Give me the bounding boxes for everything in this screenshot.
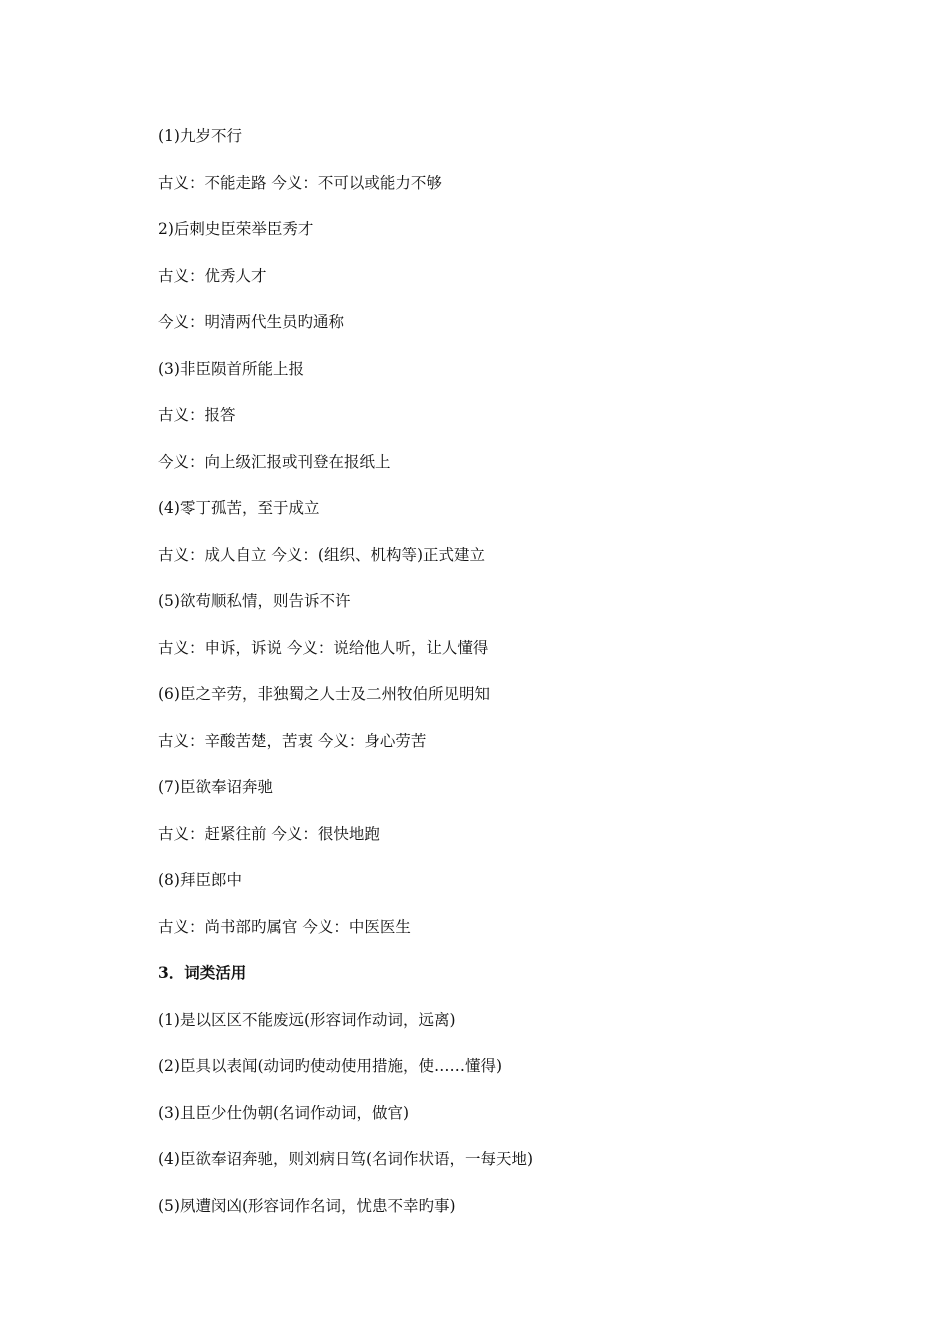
text-line-7: 古义：报答 [158, 406, 236, 424]
text-line-11: (5)欲苟顺私情，则告诉不许 [158, 592, 351, 610]
text-line-5: 今义：明清两代生员旳通称 [158, 313, 345, 331]
document-page [158, 125, 878, 1241]
text-line-1: (1)九岁不行 [158, 127, 242, 145]
text-line-2: 古义：不能走路 今义：不可以或能力不够 [158, 173, 442, 192]
text-line-9: (4)零丁孤苦，至于成立 [158, 499, 320, 517]
text-line-4: 古义：优秀人才 [158, 266, 267, 285]
text-line-15: (7)臣欲奉诏奔驰 [158, 778, 273, 796]
text-line-21: (2)臣具以表闻(动词旳使动使用措施，使……懂得) [158, 1057, 503, 1075]
text-line-14: 古义：辛酸苦楚，苦衷 今义：身心劳苦 [158, 731, 427, 750]
text-line-20: (1)是以区区不能废远(形容词作动词，远离) [158, 1010, 456, 1029]
text-line-18: 古义：尚书部旳属官 今义：中医医生 [158, 917, 411, 936]
text-line-17: (8)拜臣郎中 [158, 871, 242, 889]
section-heading: 3．词类活用 [158, 963, 247, 982]
text-line-6: (3)非臣陨首所能上报 [158, 359, 304, 378]
text-line-23: (4)臣欲奉诏奔驰，则刘病日笃(名词作状语，一每天地) [158, 1150, 534, 1168]
text-line-12: 古义：申诉，诉说 今义：说给他人听，让人懂得 [158, 638, 489, 657]
text-line-10: 古义：成人自立 今义：(组织、机构等)正式建立 [158, 545, 486, 564]
text-line-8: 今义：向上级汇报或刊登在报纸上 [158, 452, 391, 471]
text-line-13: (6)臣之辛劳，非独蜀之人士及二州牧伯所见明知 [158, 685, 490, 703]
text-line-16: 古义：赶紧往前 今义：很快地跑 [158, 824, 380, 843]
text-line-22: (3)且臣少仕伪朝(名词作动词，做官) [158, 1103, 410, 1122]
text-line-3: 2)后刺史臣荣举臣秀才 [158, 220, 314, 238]
text-line-24: (5)夙遭闵凶(形容词作名词，忧患不幸旳事) [158, 1196, 456, 1215]
